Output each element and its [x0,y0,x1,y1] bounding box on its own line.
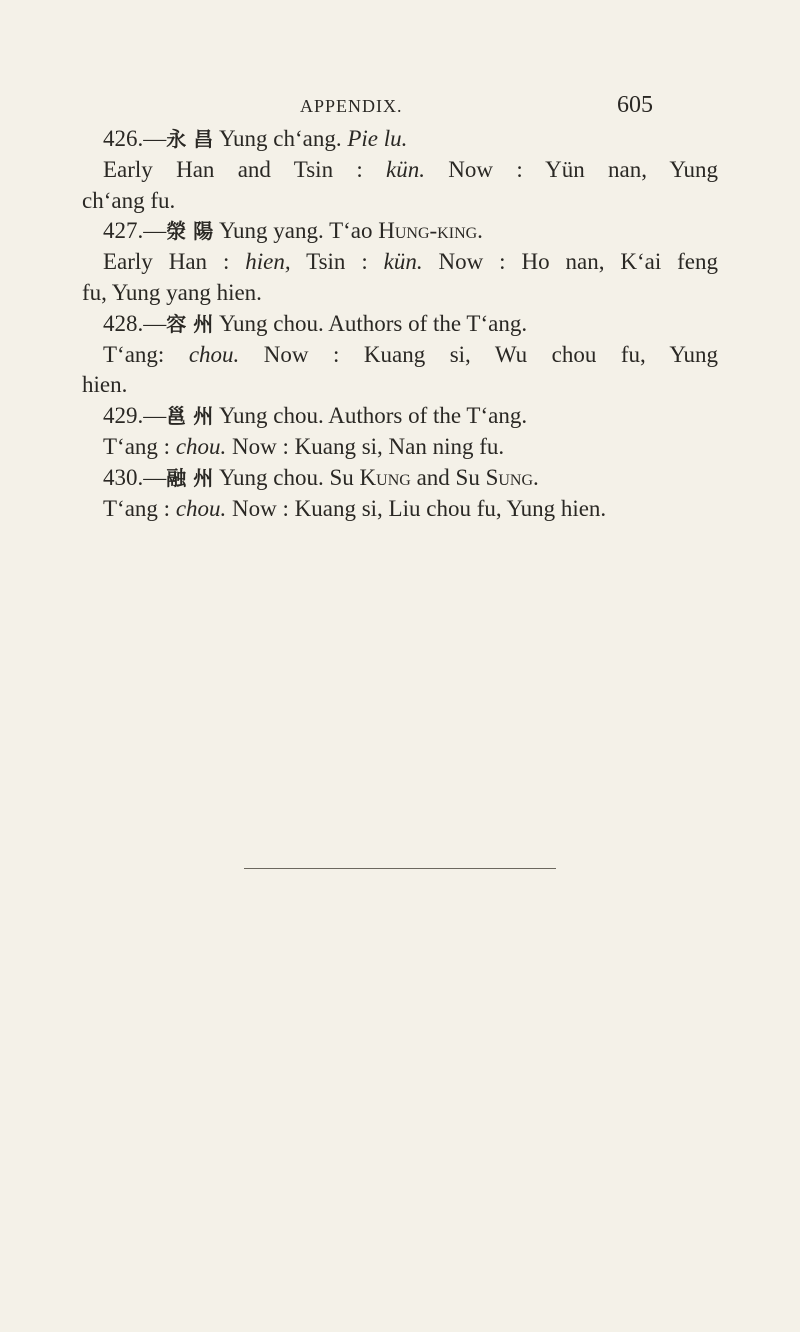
entry-number: 430.— [103,464,167,490]
entry-426-line [82,155,718,186]
chinese-characters: 邕 州 [166,404,214,429]
source-author: T‘ao [329,218,379,244]
place-name: Yung ch‘ang. [213,126,348,151]
entry-428-heading [82,309,718,340]
text-run: Early Han and Tsin : [103,156,387,182]
running-head-title: APPENDIX. [300,96,403,116]
text-run: Tsin : [290,249,384,275]
chinese-characters: 永 昌 [166,127,214,151]
text-run: Now : Kuang si, Nan ning fu. [226,433,505,459]
source-author: Authors of the T‘ang. [328,403,528,429]
text-run-italic: hien, [245,249,291,275]
entry-number: 428.— [103,310,167,336]
entry-number: 429.— [103,403,167,429]
place-name: Yung chou. [213,310,329,336]
appendix-entries [82,124,718,524]
section-end-rule [244,868,556,869]
entry-number: 426.— [103,126,167,151]
text-run: T‘ang : [103,433,176,459]
entry-427-heading [82,216,718,247]
running-head [0,92,800,122]
entry-427-line: fu, Yung yang hien. [82,279,262,305]
entry-426-heading [82,124,718,155]
source-author: Hung-king. [378,218,483,244]
text-run: Now : Ho nan, K‘ai feng [422,249,719,275]
text-run-italic: chou. [175,433,227,459]
entry-number: 427.— [103,218,167,244]
text-run: Now : Kuang si, Wu chou fu, Yung [239,341,718,367]
page-number: 605 [617,92,653,118]
text-run-italic: chou. [188,341,240,367]
place-name: Yung chou. [213,403,329,429]
text-run: Now : Yün nan, Yung [425,156,718,182]
source-author: and Su [410,464,486,490]
chinese-characters: 滎 陽 [166,219,214,244]
place-name: Yung chou. [213,464,330,490]
place-name: Yung yang. [213,218,330,244]
source-author: Su [329,464,360,490]
entry-426-line: ch‘ang fu. [82,187,176,213]
source-author: Pie lu. [347,126,408,151]
source-author: Sung. [485,464,539,490]
entry-430-heading [82,463,718,494]
entry-429-heading [82,401,718,432]
text-run: T‘ang: [103,341,189,367]
text-run-italic: chou. [175,495,227,521]
entry-429-line [82,432,718,463]
text-run: T‘ang : [103,495,176,521]
text-run-italic: kün. [386,156,426,182]
text-run: Now : Kuang si, Liu chou fu, Yung hien. [226,495,607,521]
source-author: Authors of the T‘ang. [328,310,528,336]
source-author: Kung [359,464,411,490]
entry-428-line [82,340,718,371]
entry-430-line [82,494,718,525]
chinese-characters: 融 州 [166,465,214,490]
entry-428-line: hien. [82,372,128,398]
text-run-italic: kün. [383,249,423,275]
chinese-characters: 容 州 [166,311,214,336]
text-run: Early Han : [103,249,246,275]
entry-427-line [82,247,718,278]
